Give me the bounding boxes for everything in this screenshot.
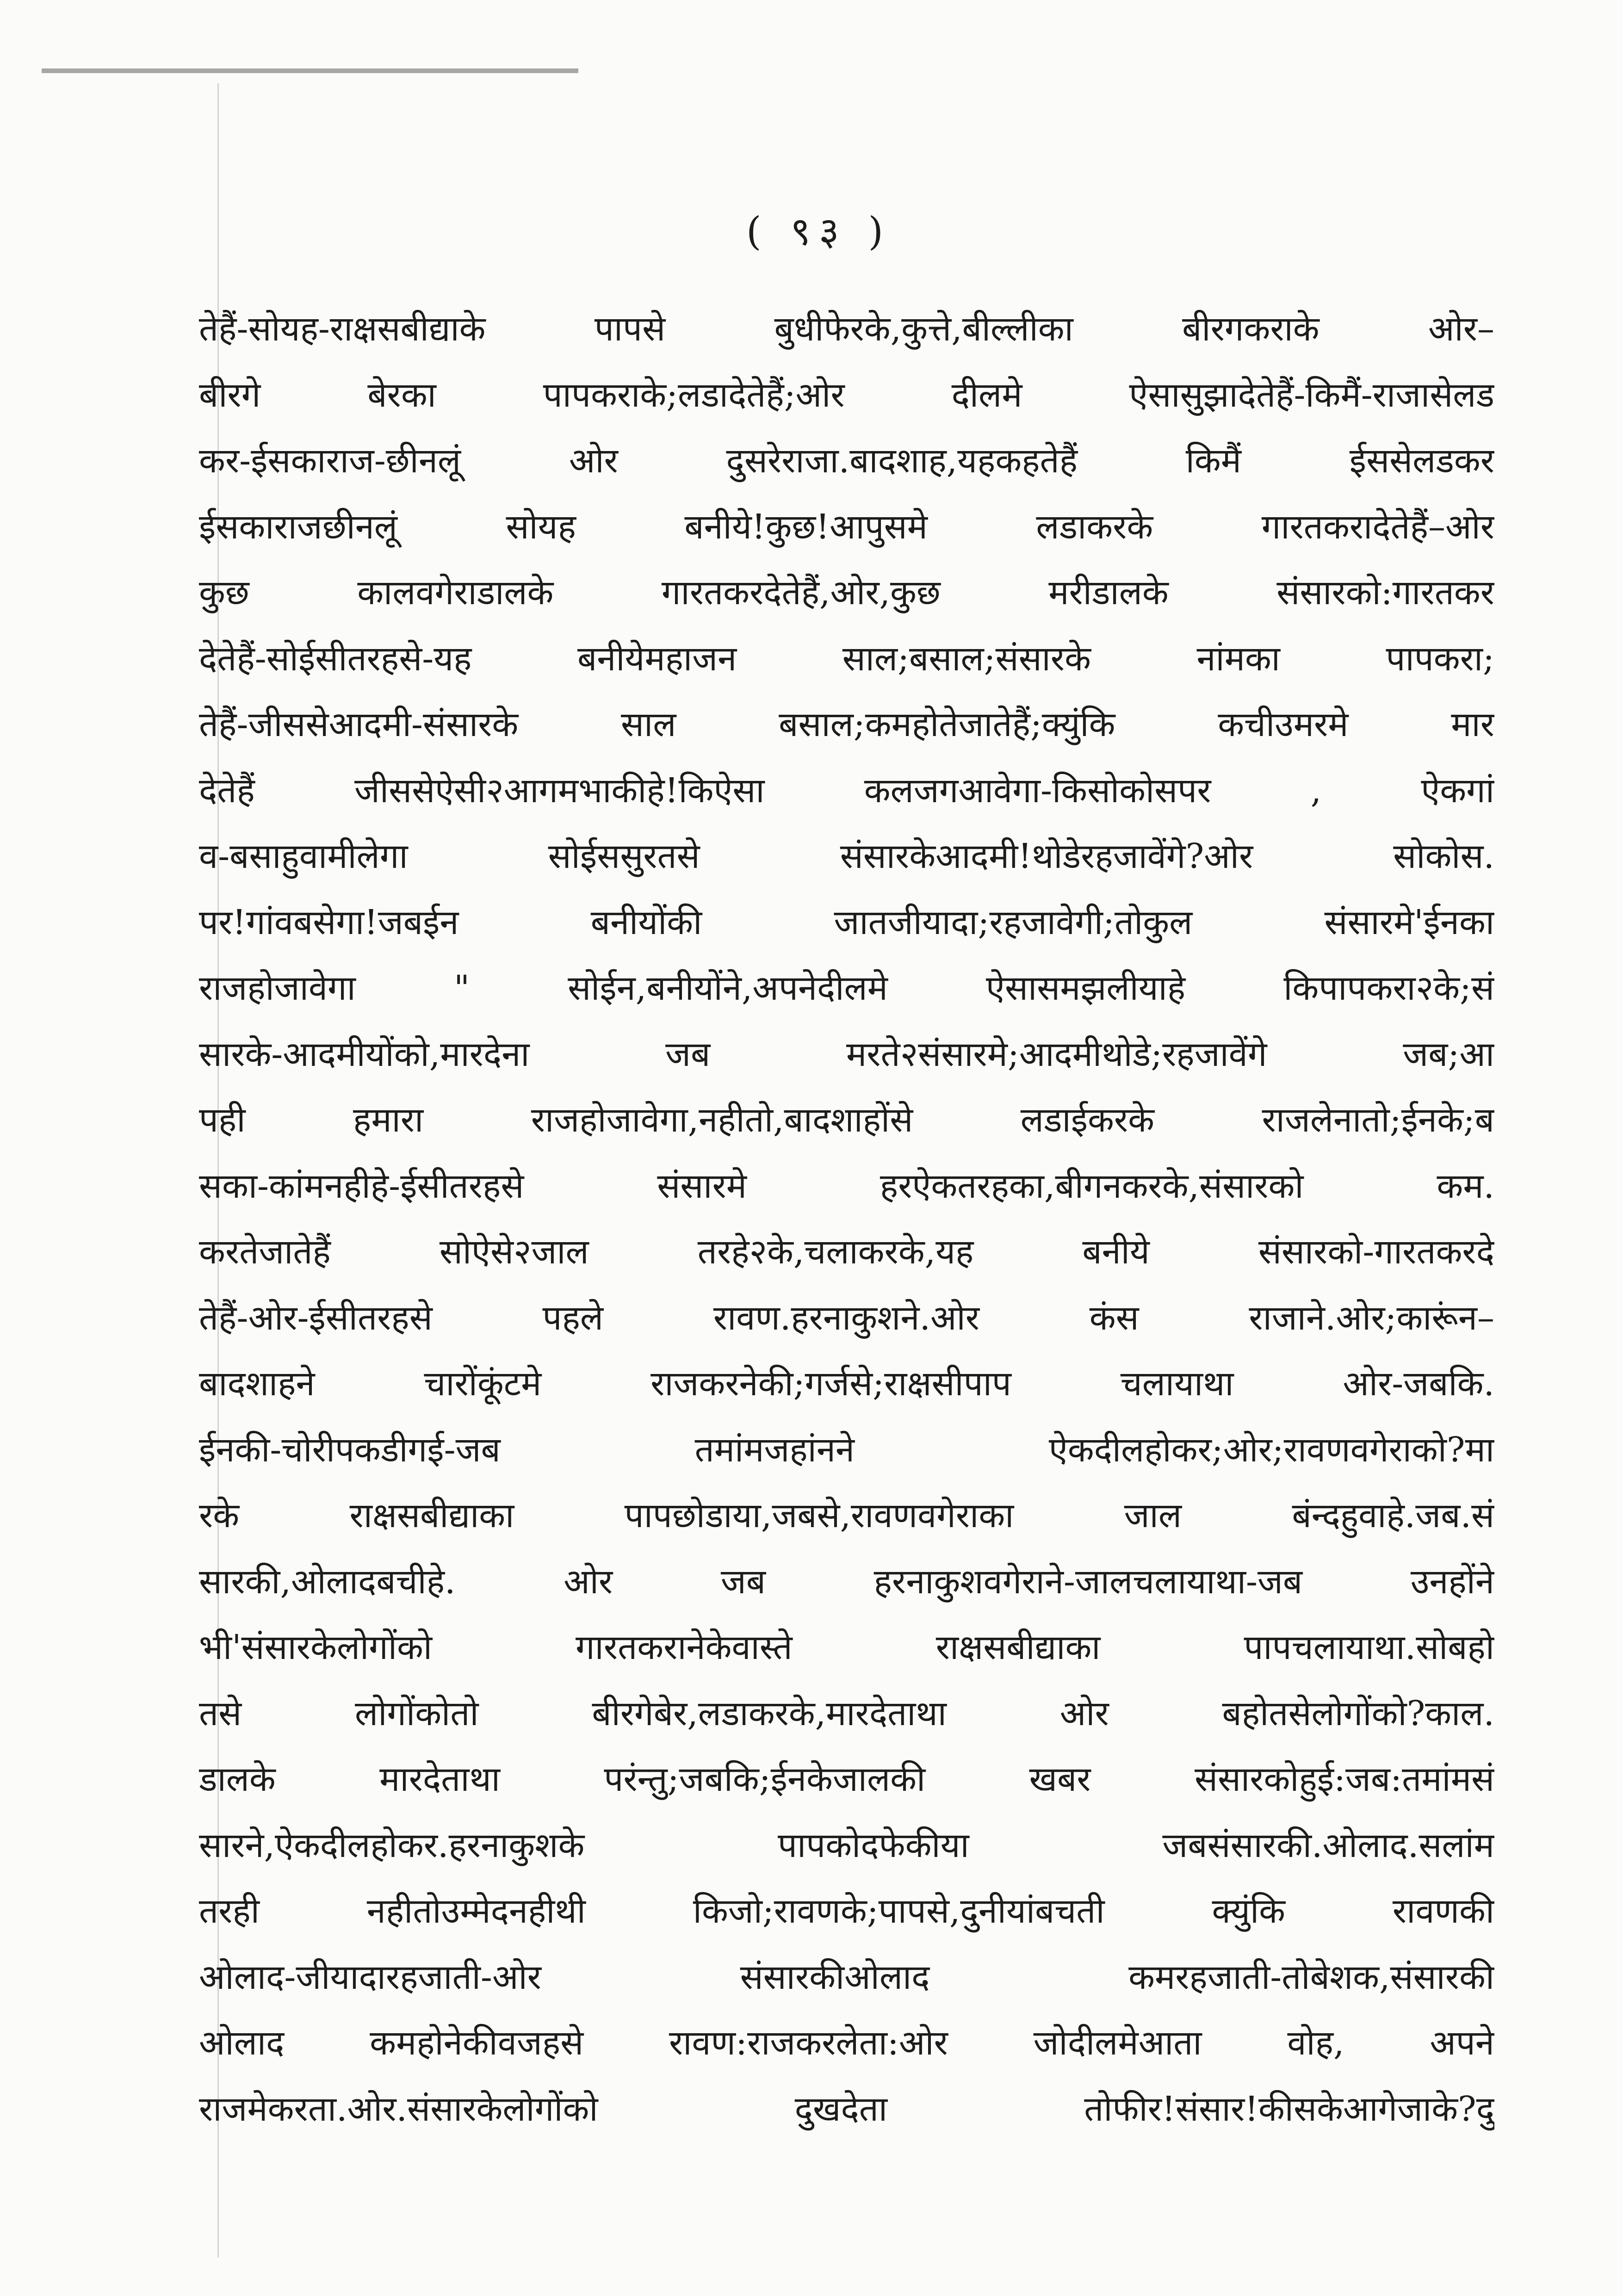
text-line-14: सका-कांमनहीहे-ईसीतरहसे संसारमे हरऐकतरहका,बीगनकरके,संसारको कम.: [199, 1166, 1494, 1206]
text-line-19: रके राक्षसबीद्याका पापछोडाया,जबसे,रावणवगेराका जाल बंन्दहुवाहे.जब.सं: [199, 1496, 1494, 1535]
text-line-2: बीरगे बेरका पापकराके;लडादेतेहैं;ओर दीलमे ऐसासुझादेतेहैं-किमैं-राजासेलड: [199, 375, 1494, 415]
text-line-21: भी'संसारकेलोगोंको गारतकरानेकेवास्ते राक्षसबीद्याका पापचलायाथा.सोबहो: [199, 1628, 1494, 1667]
text-line-6: देतेहैं-सोईसीतरहसे-यह बनीयेमहाजन साल;बसाल;संसारके नांमका पापकरा;: [199, 638, 1494, 679]
text-line-18: ईनकी-चोरीपकडीगई-जब तमांमजहांनने ऐकदीलहोकर;ओर;रावणवगेराको?मा: [199, 1430, 1494, 1470]
text-line-5: कुछ कालवगेराडालके गारतकरदेतेहैं,ओर,कुछ मरीडालके संसारको:गारतकर: [199, 573, 1494, 613]
text-line-23: डालके मारदेताथा परंन्तु;जबकि;ईनकेजालकी खबर संसारकोहुई:जब:तमांमसं: [199, 1759, 1494, 1799]
text-line-7: तेहैं-जीससेआदमी-संसारके साल बसाल;कमहोतेजातेहैं;क्युंकि कचीउमरमे मार: [199, 705, 1494, 744]
text-line-16: तेहैं-ओर-ईसीतरहसे पहले रावण.हरनाकुशने.ओर कंस राजाने.ओर;कारूंन–: [199, 1298, 1494, 1338]
text-line-28: राजमेकरता.ओर.संसारकेलोगोंको दुखदेता तोफीर!संसार!कीसकेआगेजाके?दु: [199, 2089, 1494, 2129]
text-line-17: बादशाहने चारोंकूंटमे राजकरनेकी;गर्जसे;राक्षसीपाप चलायाथा ओर-जबकि.: [199, 1364, 1494, 1404]
text-line-3: कर-ईसकाराज-छीनलूं ओर दुसरेराजा.बादशाह,यहकहतेहैं किमैं ईससेलडकर: [199, 441, 1494, 481]
text-line-26: ओलाद-जीयादारहजाती-ओर संसारकीओलाद कमरहजाती-तोबेशक,संसारकी: [199, 1957, 1494, 1997]
page-number: ( ९३ ): [746, 209, 892, 254]
text-line-27: ओलाद कमहोनेकीवजहसे रावण:राजकरलेता:ओर जोदीलमेआता वोह, अपने: [199, 2023, 1494, 2063]
text-line-10: पर!गांवबसेगा!जबईन बनीयोंकी जातजीयादा;रहजावेगी;तोकुल संसारमे'ईनका: [199, 902, 1494, 942]
text-line-12: सारके-आदमीयोंको,मारदेना जब मरते२संसारमे;आदमीथोडे;रहजावेंगे जब;आ: [199, 1034, 1494, 1074]
text-line-1: तेहैं-सोयह-राक्षसबीद्याके पापसे बुधीफेरके,कुत्ते,बील्लीका बीरगकराके ओर–: [199, 309, 1494, 349]
text-line-22: तसे लोगोंकोतो बीरगेबेर,लडाकरके,मारदेताथा ओर बहोतसेलोगोंको?काल.: [199, 1693, 1494, 1733]
body-text: [199, 296, 1494, 2267]
text-line-8: देतेहैं जीससेऐसी२आगमभाकीहे!किऐसा कलजगआवेगा-किसोकोसपर , ऐकगां: [199, 770, 1494, 811]
top-rule-line: [42, 68, 578, 73]
text-line-11: राजहोजावेगा " सोईन,बनीयोंने,अपनेदीलमे ऐसासमझलीयाहे किपापकरा२के;सं: [199, 968, 1494, 1008]
text-line-24: सारने,ऐकदीलहोकर.हरनाकुशके पापकोदफेकीया जबसंसारकी.ओलाद.सलांम: [199, 1825, 1494, 1865]
text-line-25: तरही नहीतोउम्मेदनहीथी किजो;रावणके;पापसे,दुनीयांबचती क्युंकि रावणकी: [199, 1891, 1494, 1931]
text-line-9: व-बसाहुवामीलेगा सोईससुरतसे संसारकेआदमी!थोडेरहजावेंगे?ओर सोकोस.: [199, 836, 1494, 876]
text-line-15: करतेजातेहैं सोऐसे२जाल तरहे२के,चलाकरके,यह बनीये संसारको-गारतकरदे: [199, 1232, 1494, 1272]
text-line-4: ईसकाराजछीनलूं सोयह बनीये!कुछ!आपुसमे लडाकरके गारतकरादेतेहैं–ओर: [199, 507, 1494, 547]
text-line-20: सारकी,ओलादबचीहे. ओर जब हरनाकुशवगेराने-जालचलायाथा-जब उनहोंने: [199, 1561, 1494, 1602]
text-line-13: पही हमारा राजहोजावेगा,नहीतो,बादशाहोंसे लडाईकरके राजलेनातो;ईनके;ब: [199, 1100, 1494, 1140]
